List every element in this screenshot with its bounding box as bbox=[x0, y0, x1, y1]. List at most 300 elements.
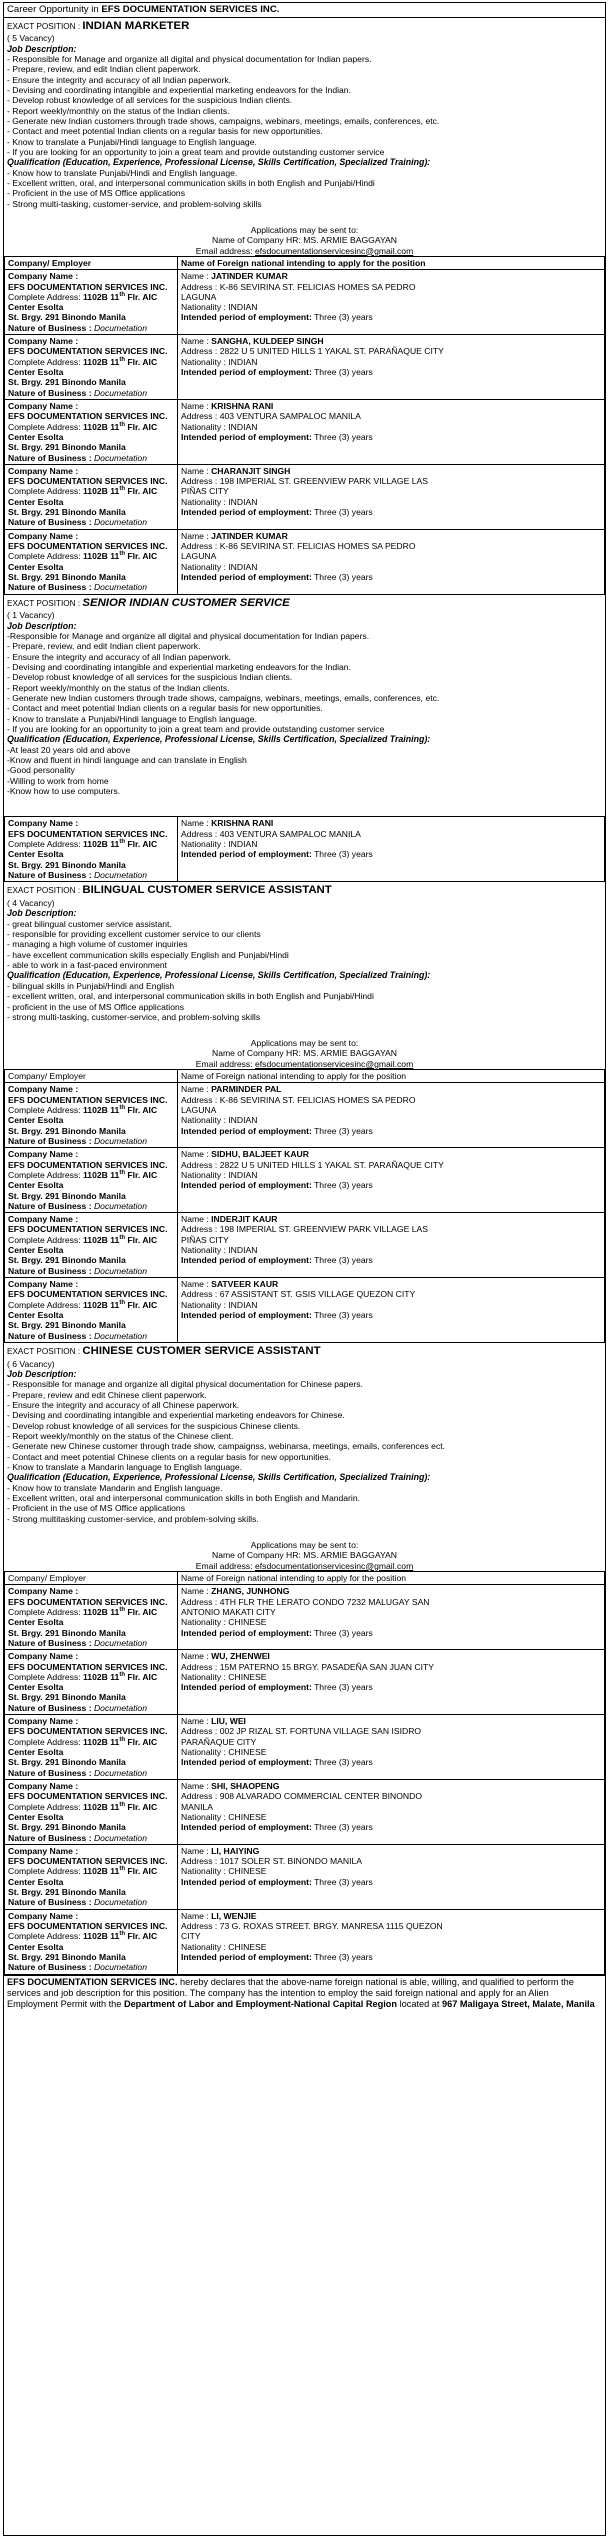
address-label: Address : bbox=[181, 1856, 218, 1867]
period-value: Three (3) years bbox=[314, 1627, 373, 1638]
applicant-address: K-86 SEVIRINA ST. FELICIAS HOMES SA PEDRO bbox=[219, 541, 416, 552]
company-address bbox=[8, 1737, 174, 1758]
address-label: Address : bbox=[181, 1726, 218, 1737]
exact-position-label: EXACT POSITION : bbox=[7, 598, 81, 608]
table-row bbox=[5, 1148, 605, 1213]
company-nature-value: Documetation bbox=[93, 1702, 147, 1713]
company-name-label: Company Name : bbox=[8, 1586, 79, 1597]
company-cell bbox=[5, 1844, 178, 1909]
company-address-part2: Flr. AIC Center Esolta bbox=[8, 1234, 158, 1256]
nationality-value: INDIAN bbox=[228, 302, 258, 313]
job-description-item: - Ensure the integrity and accuracy of all Indian paperwork. bbox=[7, 651, 232, 662]
period-label: Intended period of employment: bbox=[181, 507, 312, 518]
applicants-table bbox=[4, 1069, 605, 1343]
position-line bbox=[7, 597, 602, 611]
applicant-name-line bbox=[181, 1586, 601, 1596]
nationality-value: CHINESE bbox=[228, 1747, 267, 1757]
applicant-address: 67 ASSISTANT ST. GSIS VILLAGE QUEZON CITY bbox=[219, 1289, 416, 1300]
position-section bbox=[4, 1343, 605, 1524]
applicant-address: 1017 SOLER ST. BINONDO MANILA bbox=[219, 1856, 363, 1867]
company-nature-value: Documetation bbox=[93, 387, 147, 398]
applicant-name-line bbox=[181, 1651, 601, 1661]
qualification-item: -Good personality bbox=[7, 765, 75, 776]
company-nature-label: Nature of Business : bbox=[8, 322, 92, 333]
company-address-part1: 1102B 11 bbox=[83, 1801, 120, 1812]
company-address-sup: th bbox=[119, 1736, 125, 1743]
company-name: EFS DOCUMENTATION SERVICES INC. bbox=[8, 1224, 168, 1235]
company-name-label: Company Name : bbox=[8, 1214, 79, 1225]
nationality-line bbox=[181, 357, 601, 367]
nationality-label: Nationality : bbox=[181, 1299, 226, 1310]
nationality-line bbox=[181, 1866, 601, 1876]
company-nature-label: Nature of Business : bbox=[8, 452, 92, 463]
nationality-line bbox=[181, 839, 601, 849]
company-name-label: Company Name : bbox=[8, 336, 79, 347]
company-address-line2: St. Brgy. 291 Binondo Manila bbox=[8, 312, 126, 323]
company-address bbox=[8, 292, 174, 313]
applicant-name-line bbox=[181, 1279, 601, 1289]
company-address-part2: Flr. AIC Center Esolta bbox=[8, 356, 158, 378]
period-line bbox=[181, 1310, 601, 1320]
table-row bbox=[5, 817, 605, 882]
company-nature-label: Nature of Business : bbox=[8, 1200, 92, 1211]
applicant-name: PARMINDER PAL bbox=[211, 1084, 282, 1095]
company-name: EFS DOCUMENTATION SERVICES INC. bbox=[8, 476, 168, 487]
qualification-item: -At least 20 years old and above bbox=[7, 744, 131, 755]
company-address bbox=[8, 1170, 174, 1191]
applicant-address-line bbox=[181, 1289, 601, 1299]
applicant-cell bbox=[178, 1909, 605, 1974]
job-description-item: - have excellent communication skills especially English and Punjabi/Hindi bbox=[7, 949, 289, 960]
job-description-item: - Prepare, review, and edit Indian client paperwork. bbox=[7, 641, 201, 652]
applicant-name-line bbox=[181, 401, 601, 411]
email-link[interactable]: efsdocumentationservicesinc@gmail.com bbox=[255, 1560, 414, 1571]
company-address bbox=[8, 1931, 174, 1952]
period-value: Three (3) years bbox=[314, 367, 373, 378]
name-label: Name : bbox=[181, 1780, 209, 1791]
applicant-name-line bbox=[181, 531, 601, 541]
applications-label: Applications may be sent to: bbox=[250, 1038, 359, 1049]
company-address-label: Complete Address: bbox=[8, 1234, 81, 1245]
company-address-sup: th bbox=[119, 1801, 125, 1808]
job-description-item: - Prepare, review, and edit Indian client paperwork. bbox=[7, 64, 201, 75]
table-row bbox=[5, 399, 605, 464]
qualification-item: -Know and fluent in hindi language and can translate in English bbox=[7, 755, 247, 766]
company-cell bbox=[5, 1213, 178, 1278]
company-nature-label: Nature of Business : bbox=[8, 1832, 92, 1843]
hr-contact-name: Name of Company HR: MS. ARMIE BAGGAYAN bbox=[212, 235, 397, 246]
application-contact bbox=[4, 1540, 605, 1571]
applicant-address: 2822 U 5 UNITED HILLS 1 YAKAL ST. PARAÑAQUE CITY bbox=[219, 346, 444, 357]
period-value: Three (3) years bbox=[314, 1309, 373, 1320]
footer-declaration bbox=[4, 1975, 605, 2011]
applicant-name: LI, HAIYING bbox=[211, 1845, 260, 1856]
applications-label: Applications may be sent to: bbox=[250, 1540, 359, 1551]
company-name-label: Company Name : bbox=[8, 1651, 79, 1662]
company-address-part1: 1102B 11 bbox=[83, 1105, 120, 1116]
company-address-line2: St. Brgy. 291 Binondo Manila bbox=[8, 1255, 126, 1266]
company-cell bbox=[5, 1148, 178, 1213]
applicant-name: SATVEER KAUR bbox=[211, 1279, 279, 1290]
applicant-name: JATINDER KUMAR bbox=[211, 530, 288, 541]
company-nature-value: Documetation bbox=[93, 1265, 147, 1276]
nationality-value: CHINESE bbox=[228, 1941, 267, 1952]
applicant-name-line bbox=[181, 1149, 601, 1159]
name-label: Name : bbox=[181, 1910, 209, 1921]
nationality-label: Nationality : bbox=[181, 1245, 226, 1256]
nationality-value: CHINESE bbox=[228, 1617, 267, 1628]
company-nature-label: Nature of Business : bbox=[8, 1330, 92, 1341]
company-address-label: Complete Address: bbox=[8, 839, 81, 849]
nationality-line bbox=[181, 302, 601, 312]
company-address-label: Complete Address: bbox=[8, 1736, 81, 1747]
company-nature-value: Documetation bbox=[93, 1637, 147, 1648]
table-row bbox=[5, 1278, 605, 1343]
qualification-heading: Qualification (Education, Experience, Professional License, Skills Certification, Specialized Training): bbox=[7, 157, 431, 168]
applicant-cell bbox=[178, 399, 605, 464]
applicant-cell bbox=[178, 1083, 605, 1148]
qualification-item: - strong multi-tasking, customer-service, and problem-solving skills bbox=[7, 1011, 261, 1022]
job-description-item: - managing a high volume of customer inquiries bbox=[7, 939, 188, 950]
qualification-item: - Strong multi-tasking, customer-service, and problem-solving skills bbox=[7, 198, 262, 209]
company-address bbox=[8, 1802, 174, 1823]
applicant-address-cont: LAGUNA bbox=[181, 1105, 217, 1116]
company-address-label: Complete Address: bbox=[8, 1169, 81, 1180]
applicant-address: 002 JP RIZAL ST. FORTUNA VILLAGE SAN ISIDRO bbox=[219, 1726, 422, 1737]
period-line bbox=[181, 849, 601, 859]
company-address bbox=[8, 486, 174, 507]
applicant-name-line bbox=[181, 1781, 601, 1791]
address-label: Address : bbox=[181, 1289, 218, 1300]
exact-position-label: EXACT POSITION : bbox=[7, 1346, 81, 1356]
applicant-name-line bbox=[181, 271, 601, 281]
nationality-value: INDIAN bbox=[228, 1245, 258, 1256]
job-description-item: - Prepare, review and edit Chinese client paperwork. bbox=[7, 1389, 207, 1400]
address-label: Address : bbox=[181, 1791, 218, 1802]
period-label: Intended period of employment: bbox=[181, 312, 312, 323]
company-address-line2: St. Brgy. 291 Binondo Manila bbox=[8, 442, 126, 453]
applicant-address-line bbox=[181, 1921, 601, 1931]
period-value: Three (3) years bbox=[314, 1255, 373, 1266]
company-nature bbox=[8, 1136, 174, 1146]
company-address bbox=[8, 1866, 174, 1887]
nationality-line bbox=[181, 1747, 601, 1757]
company-address bbox=[8, 1607, 174, 1628]
company-cell bbox=[5, 1779, 178, 1844]
job-description-item: - responsible for providing excellent customer service to our clients bbox=[7, 929, 261, 940]
col-company-header: Company/ Employer bbox=[5, 1572, 178, 1585]
applicant-address: 2822 U 5 UNITED HILLS 1 YAKAL ST. PARAÑAQUE CITY bbox=[219, 1159, 444, 1170]
address-label: Address : bbox=[181, 1159, 218, 1170]
address-label: Address : bbox=[181, 346, 218, 357]
email-link[interactable]: efsdocumentationservicesinc@gmail.com bbox=[255, 245, 414, 256]
vacancy-count: ( 4 Vacancy) bbox=[7, 897, 55, 908]
applicant-address-line bbox=[181, 1160, 601, 1170]
period-value: Three (3) years bbox=[314, 1951, 373, 1962]
job-description-item: - Report weekly/monthly on the status of the Chinese client. bbox=[7, 1431, 234, 1442]
company-name: EFS DOCUMENTATION SERVICES INC. bbox=[8, 1289, 168, 1300]
company-nature bbox=[8, 323, 174, 333]
job-description-item: - Develop robust knowledge of all services for the suspicious Indian clients. bbox=[7, 95, 293, 106]
career-header bbox=[4, 3, 605, 18]
nationality-value: CHINESE bbox=[228, 1811, 267, 1822]
company-address-sup: th bbox=[119, 1607, 125, 1614]
name-label: Name : bbox=[181, 1214, 209, 1225]
applicant-name-line bbox=[181, 466, 601, 476]
company-address-part2: Flr. AIC Center Esolta bbox=[8, 1105, 158, 1126]
job-description-item: - Contact and meet potential Indian clients on a regular basis for new opportunities. bbox=[7, 703, 323, 714]
nationality-label: Nationality : bbox=[181, 496, 226, 507]
period-label: Intended period of employment: bbox=[181, 1951, 312, 1962]
applicant-address-cont: PARAÑAQUE CITY bbox=[181, 1736, 257, 1747]
company-address-line2: St. Brgy. 291 Binondo Manila bbox=[8, 1125, 126, 1136]
company-address-line2: St. Brgy. 291 Binondo Manila bbox=[8, 1190, 126, 1201]
position-title: CHINESE CUSTOMER SERVICE ASSISTANT bbox=[82, 1344, 321, 1357]
company-name-label: Company Name : bbox=[8, 1845, 79, 1856]
applicant-address: K-86 SEVIRINA ST. FELICIAS HOMES SA PEDRO bbox=[219, 1094, 416, 1105]
address-label: Address : bbox=[181, 1094, 218, 1105]
period-line bbox=[181, 1180, 601, 1190]
address-label: Address : bbox=[181, 828, 218, 839]
job-description-item: - Report weekly/monthly on the status of the Indian clients. bbox=[7, 682, 230, 693]
career-prefix: Career Opportunity in bbox=[7, 4, 99, 15]
company-nature bbox=[8, 1962, 174, 1972]
position-title: BILINGUAL CUSTOMER SERVICE ASSISTANT bbox=[82, 884, 332, 897]
applicant-cell bbox=[178, 1779, 605, 1844]
nationality-line bbox=[181, 1170, 601, 1180]
company-address-sup: th bbox=[119, 1671, 125, 1678]
table-row bbox=[5, 1779, 605, 1844]
company-nature bbox=[8, 388, 174, 398]
company-address-part1: 1102B 11 bbox=[83, 1606, 120, 1617]
company-nature-value: Documetation bbox=[93, 322, 147, 333]
hr-contact-name: Name of Company HR: MS. ARMIE BAGGAYAN bbox=[212, 1048, 397, 1059]
table-row bbox=[5, 1650, 605, 1715]
applicant-cell bbox=[178, 335, 605, 400]
nationality-label: Nationality : bbox=[181, 1617, 226, 1628]
career-company: EFS DOCUMENTATION SERVICES INC. bbox=[101, 4, 280, 15]
company-address-sup: th bbox=[119, 1866, 125, 1873]
job-description-item: - Ensure the integrity and accuracy of all Indian paperwork. bbox=[7, 74, 232, 85]
company-address-part2: Flr. AIC Center Esolta bbox=[8, 1931, 158, 1952]
company-address-part2: Flr. AIC Center Esolta bbox=[8, 421, 158, 442]
nationality-label: Nationality : bbox=[181, 1115, 226, 1126]
nationality-label: Nationality : bbox=[181, 1169, 226, 1180]
job-description-item: - Develop robust knowledge of all services for the suspicious Indian clients. bbox=[7, 672, 293, 683]
company-address-sup: th bbox=[119, 1170, 125, 1177]
period-label: Intended period of employment: bbox=[181, 431, 312, 442]
company-address bbox=[8, 1105, 174, 1126]
applicant-name: JATINDER KUMAR bbox=[211, 271, 288, 282]
table-row bbox=[5, 1083, 605, 1148]
company-name-label: Company Name : bbox=[8, 818, 79, 829]
company-address-sup: th bbox=[119, 356, 125, 363]
exact-position-label: EXACT POSITION : bbox=[7, 21, 81, 31]
applicant-name-line bbox=[181, 1214, 601, 1224]
company-address-sup: th bbox=[119, 1234, 125, 1241]
period-line bbox=[181, 432, 601, 442]
company-address-label: Complete Address: bbox=[8, 1866, 81, 1877]
period-line bbox=[181, 1757, 601, 1767]
period-value: Three (3) years bbox=[314, 312, 373, 323]
qualification-item: -Willing to work from home bbox=[7, 775, 109, 786]
table-header-row bbox=[5, 1070, 605, 1083]
company-address-label: Complete Address: bbox=[8, 1299, 81, 1310]
email-link[interactable]: efsdocumentationservicesinc@gmail.com bbox=[255, 1058, 414, 1069]
company-address-line2: St. Brgy. 291 Binondo Manila bbox=[8, 1757, 126, 1768]
nationality-line bbox=[181, 562, 601, 572]
company-address bbox=[8, 1672, 174, 1693]
company-nature-label: Nature of Business : bbox=[8, 582, 92, 593]
period-value: Three (3) years bbox=[314, 1682, 373, 1693]
nationality-label: Nationality : bbox=[181, 1671, 226, 1682]
email-line bbox=[4, 1059, 605, 1069]
period-line bbox=[181, 367, 601, 377]
company-nature bbox=[8, 870, 174, 880]
nationality-label: Nationality : bbox=[181, 1811, 226, 1822]
nationality-value: INDIAN bbox=[228, 839, 258, 849]
period-label: Intended period of employment: bbox=[181, 1822, 312, 1833]
col-foreign-header: Name of Foreign national intending to apply for the position bbox=[178, 1070, 605, 1083]
applicant-address-cont: ANTONIO MAKATI CITY bbox=[181, 1606, 276, 1617]
company-address-part2: Flr. AIC Center Esolta bbox=[8, 1801, 158, 1822]
qualification-item: -Know how to use computers. bbox=[7, 786, 121, 797]
company-address-part2: Flr. AIC Center Esolta bbox=[8, 1736, 158, 1757]
applicant-address-line bbox=[181, 1856, 601, 1866]
job-description-item: - Generate new Chinese customer through trade show, campaignss, webinarsa, meetings, emails, conferences ect. bbox=[7, 1441, 446, 1452]
table-row bbox=[5, 1213, 605, 1278]
table-row bbox=[5, 335, 605, 400]
applicant-address: 403 VENTURA SAMPALOC MANILA bbox=[219, 411, 361, 422]
period-value: Three (3) years bbox=[314, 431, 373, 442]
applicant-address-cont: MANILA bbox=[181, 1801, 213, 1812]
applicant-cell bbox=[178, 1148, 605, 1213]
company-nature bbox=[8, 453, 174, 463]
company-cell bbox=[5, 1650, 178, 1715]
period-line bbox=[181, 1822, 601, 1832]
company-nature-label: Nature of Business : bbox=[8, 1135, 92, 1146]
job-description-heading: Job Description: bbox=[7, 908, 77, 919]
name-label: Name : bbox=[181, 1279, 209, 1290]
nationality-value: INDIAN bbox=[228, 1115, 258, 1126]
company-nature-label: Nature of Business : bbox=[8, 1637, 92, 1648]
company-nature bbox=[8, 1833, 174, 1843]
job-description-item: - Know to translate a Mandarin language to English language. bbox=[7, 1461, 243, 1472]
applicant-address-line bbox=[181, 541, 601, 551]
period-label: Intended period of employment: bbox=[181, 571, 312, 582]
company-address-label: Complete Address: bbox=[8, 291, 81, 302]
period-line bbox=[181, 507, 601, 517]
company-nature bbox=[8, 1703, 174, 1713]
company-address-line2: St. Brgy. 291 Binondo Manila bbox=[8, 1887, 126, 1898]
qualification-item: - Excellent written, oral, and interpersonal communication skills in both English and Punjabi/Hindi bbox=[7, 178, 375, 189]
company-address bbox=[8, 357, 174, 378]
qualification-item: - Excellent written, oral and interpersonal communication skills in both English and Mandarin. bbox=[7, 1493, 360, 1504]
period-line bbox=[181, 1126, 601, 1136]
job-description-heading: Job Description: bbox=[7, 1368, 77, 1379]
company-address-part2: Flr. AIC Center Esolta bbox=[8, 486, 158, 507]
name-label: Name : bbox=[181, 1084, 209, 1095]
company-name: EFS DOCUMENTATION SERVICES INC. bbox=[8, 1596, 168, 1607]
applicant-cell bbox=[178, 817, 605, 882]
name-label: Name : bbox=[181, 465, 209, 476]
period-value: Three (3) years bbox=[314, 849, 373, 860]
company-address-line2: St. Brgy. 291 Binondo Manila bbox=[8, 859, 126, 870]
period-value: Three (3) years bbox=[314, 1822, 373, 1833]
nationality-label: Nationality : bbox=[181, 421, 226, 432]
company-name-label: Company Name : bbox=[8, 530, 79, 541]
applicant-name-line bbox=[181, 1911, 601, 1921]
company-name-label: Company Name : bbox=[8, 1149, 79, 1160]
company-nature bbox=[8, 517, 174, 527]
job-description-item: - Ensure the integrity and accuracy of all Chinese paperwork. bbox=[7, 1400, 240, 1411]
company-address-label: Complete Address: bbox=[8, 486, 81, 497]
email-label: Email address: bbox=[195, 1058, 253, 1069]
applicant-address: 73 G. ROXAS STREET. BRGY. MANRESA 1115 QUEZON bbox=[219, 1921, 443, 1931]
period-label: Intended period of employment: bbox=[181, 1757, 312, 1768]
nationality-label: Nationality : bbox=[181, 356, 226, 367]
name-label: Name : bbox=[181, 336, 209, 347]
company-address-part1: 1102B 11 bbox=[83, 486, 120, 497]
job-description-item: - Generate new Indian customers through trade shows, campaigns, webinars, meetings, emails, conferences, etc. bbox=[7, 115, 440, 126]
content bbox=[4, 18, 605, 1975]
company-address-label: Complete Address: bbox=[8, 1606, 81, 1617]
company-name-label: Company Name : bbox=[8, 1084, 79, 1095]
applicant-name: SIDHU, BALJEET KAUR bbox=[211, 1149, 309, 1160]
applicant-address-line bbox=[181, 1095, 601, 1105]
period-value: Three (3) years bbox=[314, 1180, 373, 1191]
footer-department: Department of Labor and Employment-National Capital Region bbox=[123, 1998, 398, 2009]
company-nature-value: Documetation bbox=[93, 517, 147, 528]
nationality-value: INDIAN bbox=[228, 1299, 258, 1310]
name-label: Name : bbox=[181, 1845, 209, 1856]
applicants-table bbox=[4, 1571, 605, 1975]
company-nature-value: Documetation bbox=[93, 1767, 147, 1778]
company-nature-value: Documetation bbox=[93, 1200, 147, 1211]
applicant-address-cont: LAGUNA bbox=[181, 551, 217, 562]
company-nature bbox=[8, 1201, 174, 1211]
nationality-line bbox=[181, 422, 601, 432]
period-label: Intended period of employment: bbox=[181, 1309, 312, 1320]
applicant-address: 908 ALVARADO COMMERCIAL CENTER BINONDO bbox=[219, 1791, 423, 1802]
applicants-table bbox=[4, 816, 605, 882]
company-address-part1: 1102B 11 bbox=[83, 1169, 120, 1180]
table-row bbox=[5, 464, 605, 529]
applicant-name: WU, ZHENWEI bbox=[211, 1651, 270, 1662]
company-address-part2: Flr. AIC Center Esolta bbox=[8, 551, 158, 572]
nationality-line bbox=[181, 1942, 601, 1952]
company-address-part2: Flr. AIC Center Esolta bbox=[8, 1299, 158, 1320]
job-description-item: - Devising and coordinating intangible and experiential marketing endeavors for the Indian. bbox=[7, 662, 351, 673]
company-address-sup: th bbox=[119, 421, 125, 428]
position-title: SENIOR INDIAN CUSTOMER SERVICE bbox=[82, 596, 290, 609]
applicant-address: 4TH FLR THE LERATO CONDO 7232 MALUGAY SAN bbox=[219, 1596, 430, 1607]
applicant-name-line bbox=[181, 336, 601, 346]
company-address-part1: 1102B 11 bbox=[83, 551, 120, 562]
address-label: Address : bbox=[181, 411, 218, 422]
applicant-cell bbox=[178, 1844, 605, 1909]
company-name: EFS DOCUMENTATION SERVICES INC. bbox=[8, 541, 168, 552]
col-foreign-header: Name of Foreign national intending to apply for the position bbox=[178, 256, 605, 269]
table-row bbox=[5, 529, 605, 594]
applicant-name: SHI, SHAOPENG bbox=[211, 1780, 280, 1791]
address-label: Address : bbox=[181, 541, 218, 552]
company-address bbox=[8, 1300, 174, 1321]
address-label: Address : bbox=[181, 1596, 218, 1607]
company-address-sup: th bbox=[119, 1105, 125, 1112]
company-address-line2: St. Brgy. 291 Binondo Manila bbox=[8, 507, 126, 518]
company-name-label: Company Name : bbox=[8, 1279, 79, 1290]
